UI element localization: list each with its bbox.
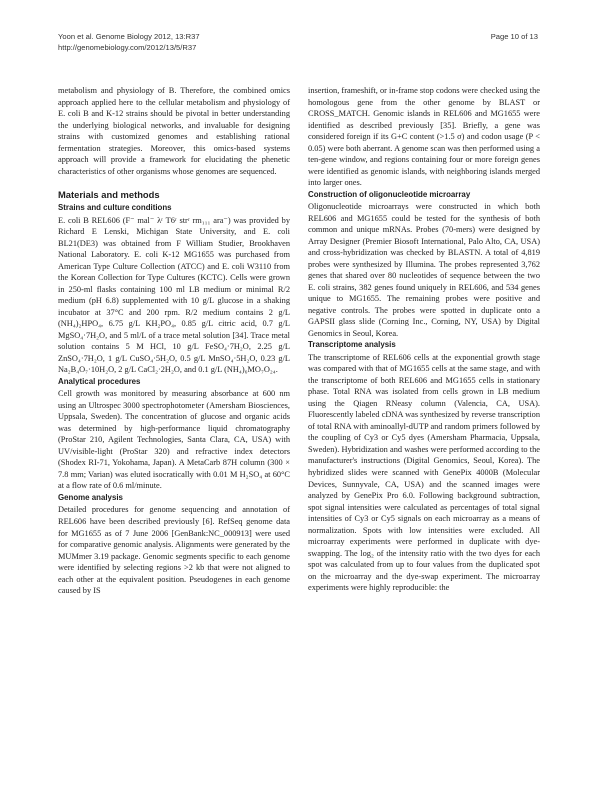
- subsection-title-analytical: Analytical procedures: [58, 376, 141, 386]
- journal-citation: Yoon et al. Genome Biology 2012, 13:R37: [58, 32, 200, 41]
- subsection-title-genome: Genome analysis: [58, 492, 123, 502]
- subsection-title-oligo: Construction of oligonucleotide microarray: [308, 189, 471, 199]
- transcriptome-paragraph: The transcriptome of REL606 cells at the exponential growth stage was compared with that of MG1655 cells at the same stage, and with the transcriptome of both REL606 and MG1655 cells in stationary phase. Total RNA was isolated from cells grown in LB medium using the Qiagen RNeasy column (Valencia, CA, USA). Fluorescently labeled cDNA was synthesized by reverse transcription of total RNA with aminoallyl-dUTP and random primers followed by the coupling of Cy3 or Cy5 dyes (Amersham Pharmacia, Uppsala, Sweden). Hybridization and washes were performed according to the manufacturer's instructions (Digital Genomics, Seoul, Korea). The hybridized slides were scanned with GenePix 4000B (Molecular Devices, Sunnyvale, CA, USA) and the scanned images were analyzed by GenePix Pro 6.0. Following background subtraction, spot signal intensities were calculated as percentages of total signal intensities of Cy3 or Cy5 signals on each microarray as a means of normalization. Spots with low intensities were excluded. All microarray experiments were performed in duplicate with dye-swapping. The log₂ of the intensity ratio with the two dyes for each spot was calculated from up to four values from the duplicated spot on the microarray and the dye-swap experiment. The microarray experiments were highly reproducible: the: [308, 352, 540, 593]
- page-number: Page 10 of 13: [490, 32, 538, 41]
- analytical-paragraph: Cell growth was monitored by measuring absorbance at 600 nm using an Ultrospec 3000 spectrophotometer (Amersham Biosciences, Uppsala, Sweden). The concentration of glucose and organic acids was determined by high-performance liquid chromatography (ProStar 210, Agilent Technologies, Santa Clara, CA, USA) with UV/visible-light (ProStar 320) and refractive index detectors (Shodex RI-71, Yokohama, Japan). A MetaCarb 87H column (300 × 7.8 mm; Varian) was eluted isocratically with 0.01 M H₂SO₄ at 60°C at a flow rate of 0.6 ml/minute.: [58, 389, 290, 491]
- genome-paragraph: Detailed procedures for genome sequencing and annotation of REL606 have been described previously [6]. RefSeq genome data for MG1655 as of 7 June 2006 [GenBank:NC_000913] were used for comparative genomic analysis. Alignments were generated by the MUMmer 3.19 package. Genomic segments specific to each genome were identified by selecting regions >2 kb that were not aligned to each other at the equivalent position. Pseudogenes in each genome caused by IS: [58, 505, 290, 596]
- strains-paragraph: E. coli B REL606 (F⁻ mal⁻ λʳ T6ʳ strʳ rm₁₁₁ ara⁻) was provided by Richard E Lenski, Michigan State University, and E. coli BL21(DE3) was obtained from F William Studier, Brookhaven National Laboratory. E. coli K-12 MG1655 was purchased from American Type Culture Collection (ATCC) and E. coli W3110 from the Korean Collection for Type Cultures (KCTC). Cells were grown in 250-ml flasks containing 100 ml LB medium or minimal R/2 medium (pH 6.8) supplemented with 10 g/L glucose in a shaking incubator at 37°C and 200 rpm. R/2 medium contains 2 g/L (NH₄)₂HPO₄, 6.75 g/L KH₂PO₄, 0.85 g/L citric acid, 0.7 g/L MgSO₄·7H₂O, and 5 ml/L of a trace metal solution [34]. Trace metal solution contains 5 M HCl, 10 g/L FeSO₄·7H₂O, 2.25 g/L ZnSO₄·7H₂O, 1 g/L CuSO₄·5H₂O, 0.5 g/L MnSO₄·5H₂O, 0.23 g/L Na₂B₄O₇·10H₂O, 2 g/L CaCl₂·2H₂O, and 0.1 g/L (NH₄)₆MO₇O₂₄.: [58, 215, 290, 375]
- intro-paragraph: metabolism and physiology of B. Therefore, the combined omics approach applied here to the cellular metabolism and physiology of E. coli B and K-12 strains should be pivotal in better understanding the underlying biological networks, and invaluable for designing strains with customized genomes and establishing rational fermentation strategies. Moreover, this omics-based systems approach will provide a framework for elucidating the phenetic characteristics of other organisms whose genomes are sequenced.: [58, 86, 290, 176]
- oligo-paragraph: Oligonucleotide microarrays were constructed in which both REL606 and MG1655 could be tested for the synthesis of both common and unique mRNAs. Probes (70-mers) were designed by Array Designer (Premier Biosoft International, Palo Alto, CA, USA) and cross-hybridization was checked by BLASTN. A total of 4,819 probes were synthesized by Illumina. The probes represented 3,762 genes that shared over 80 nucleotides of sequence between the two E. coli strains, 382 genes found uniquely in REL606, and 534 genes unique to MG1655. The remaining probes were positive and negative controls. The probes were spotted in duplicate onto a GAPSII glass slide (Corning Inc., Corning, NY, USA) by Digital Genomics in Seoul, Korea.: [308, 202, 540, 338]
- right-column: [308, 85, 540, 594]
- subsection-title-transcriptome: Transcriptome analysis: [308, 340, 396, 350]
- genome-continued-paragraph: insertion, frameshift, or in-frame stop codons were checked using the homologous gene from the other genome by BLAST or CROSS_MATCH. Genomic islands in REL606 and MG1655 were identified as described previously [35]. Briefly, a gene was considered foreign if its G+C content (>1.5 σ) and codon usage (P < 0.05) were both aberrant. A genome scan was then performed using a ten-gene window, and regions containing four or more foreign genes were identified as genomic islands, with neighboring islands merged into larger ones.: [308, 86, 540, 188]
- section-title-methods: Materials and methods: [58, 189, 160, 201]
- article-url[interactable]: http://genomebiology.com/2012/13/5/R37: [58, 43, 197, 52]
- running-header: [58, 31, 200, 53]
- subsection-title-strains: Strains and culture conditions: [58, 203, 172, 213]
- left-column: [58, 85, 290, 597]
